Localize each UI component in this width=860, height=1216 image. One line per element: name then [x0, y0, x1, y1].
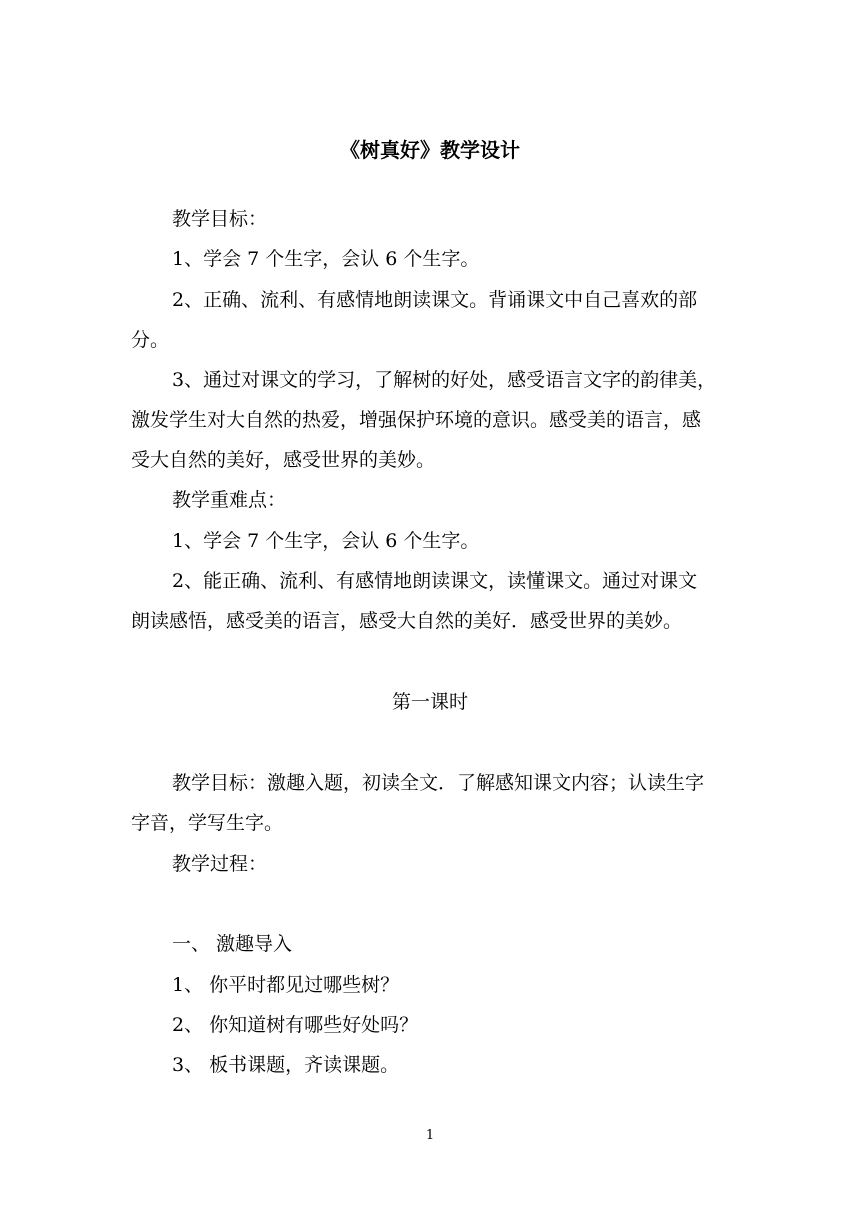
- objectives-heading: 教学目标：: [172, 208, 268, 230]
- process-heading: 教学过程：: [172, 853, 268, 875]
- objective-2-line-1: 2、正确、流利、有感情地朗读课文。背诵课文中自己喜欢的部: [172, 289, 698, 311]
- page-number: 1: [425, 1128, 435, 1143]
- objective-3-line-1: 3、通过对课文的学习，了解树的好处，感受语言文字的韵律美，: [172, 369, 717, 391]
- step-2: 2、 你知道树有哪些好处吗？: [172, 1014, 419, 1036]
- lesson-objective-line-2: 字音，学写生字。: [131, 812, 284, 834]
- objective-3-line-3: 受大自然的美好，感受世界的美妙。: [131, 449, 436, 471]
- step-1: 1、 你平时都见过哪些树？: [172, 974, 400, 996]
- key-point-2-line-1: 2、能正确、流利、有感情地朗读课文，读懂课文。通过对课文: [172, 570, 698, 592]
- key-points-heading: 教学重难点：: [172, 489, 287, 511]
- objective-1: 1、学会 7 个生字，会认 6 个生字。: [172, 248, 480, 270]
- document-title: 《树真好》教学设计: [340, 138, 520, 162]
- key-point-2-line-2: 朗读感悟，感受美的语言，感受大自然的美好．感受世界的美妙。: [131, 610, 683, 632]
- key-point-1: 1、学会 7 个生字，会认 6 个生字。: [172, 530, 480, 552]
- objective-2-line-2: 分。: [131, 329, 170, 351]
- step-3: 3、 板书课题，齐读课题。: [172, 1054, 400, 1076]
- lesson-heading: 第一课时: [391, 691, 468, 713]
- lesson-objective-line-1: 教学目标：激趣入题，初读全文．了解感知课文内容；认读生字: [172, 772, 705, 794]
- objective-3-line-2: 激发学生对大自然的热爱，增强保护环境的意识。感受美的语言，感: [131, 409, 702, 431]
- section-1-heading: 一、 激趣导入: [172, 933, 293, 955]
